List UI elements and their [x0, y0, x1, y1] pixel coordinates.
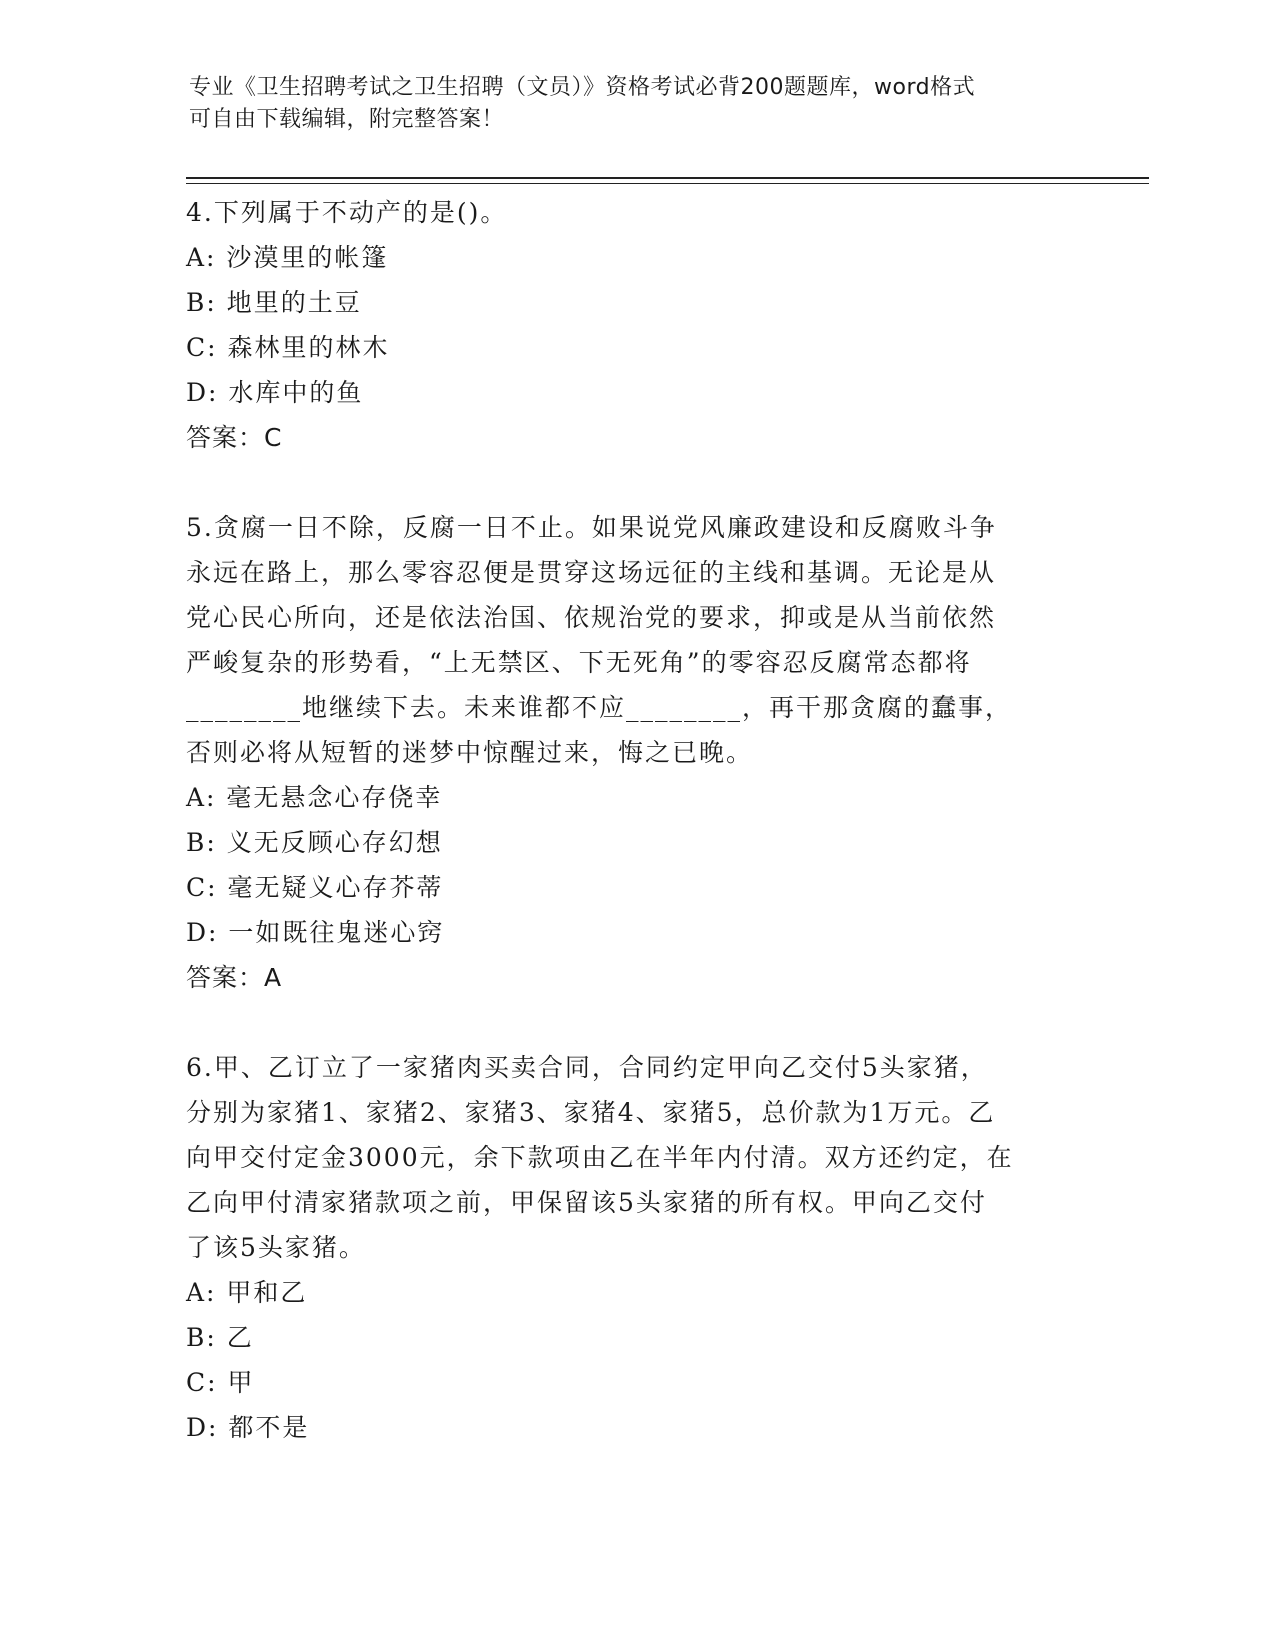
option-a: A: 毫无悬念心存侥幸 — [186, 783, 443, 812]
answer-text: 答案：A — [186, 963, 283, 992]
question-text: 6.甲、乙订立了一家猪肉买卖合同，合同约定甲向乙交付5头家猪， — [186, 1053, 988, 1082]
document-header — [189, 72, 1079, 136]
header-divider-thin — [186, 183, 1149, 184]
header-divider-thick — [186, 177, 1149, 179]
question-text: 党心民心所向，还是依法治国、依规治党的要求，抑或是从当前依然 — [186, 603, 997, 632]
question-block — [186, 1045, 1086, 1450]
question-text: 分别为家猪1、家猪2、家猪3、家猪4、家猪5，总价款为1万元。乙 — [186, 1098, 996, 1127]
header-line: 专业《卫生招聘考试之卫生招聘（文员）》资格考试必背200题题库，word格式 — [189, 75, 976, 100]
question-text: 否则必将从短暂的迷梦中惊醒过来，悔之已晚。 — [186, 738, 754, 767]
question-text: 5.贪腐一日不除，反腐一日不止。如果说党风廉政建设和反腐败斗争 — [186, 513, 997, 542]
question-text: ________地继续下去。未来谁都不应________，再干那贪腐的蠢事， — [186, 693, 1013, 722]
option-c: C: 毫无疑义心存芥蒂 — [186, 873, 444, 902]
spacer — [186, 460, 1086, 505]
question-text: 向甲交付定金3000元，余下款项由乙在半年内付清。双方还约定，在 — [186, 1143, 1014, 1172]
question-text: 了该5头家猪。 — [186, 1233, 366, 1262]
question-block — [186, 505, 1086, 1000]
question-list — [186, 190, 1086, 1450]
header-line: 可自由下载编辑，附完整答案！ — [189, 107, 505, 132]
option-b: B: 义无反顾心存幻想 — [186, 828, 443, 857]
question-text: 严峻复杂的形势看，“上无禁区、下无死角”的零容忍反腐常态都将 — [186, 648, 972, 677]
option-a: A: 沙漠里的帐篷 — [186, 243, 389, 272]
spacer — [186, 1000, 1086, 1045]
option-b: B: 地里的土豆 — [186, 288, 362, 317]
option-d: D: 水库中的鱼 — [186, 378, 364, 407]
question-text: 4.下列属于不动产的是()。 — [186, 198, 508, 227]
option-c: C: 森林里的林木 — [186, 333, 390, 362]
option-d: D: 一如既往鬼迷心窍 — [186, 918, 445, 947]
question-text: 永远在路上，那么零容忍便是贯穿这场远征的主线和基调。无论是从 — [186, 558, 997, 587]
option-a: A: 甲和乙 — [186, 1278, 308, 1307]
answer-text: 答案：C — [186, 423, 283, 452]
question-text: 乙向甲付清家猪款项之前，甲保留该5头家猪的所有权。甲向乙交付 — [186, 1188, 987, 1217]
option-b: B: 乙 — [186, 1323, 254, 1352]
question-block — [186, 190, 1086, 460]
option-d: D: 都不是 — [186, 1413, 310, 1442]
option-c: C: 甲 — [186, 1368, 255, 1397]
